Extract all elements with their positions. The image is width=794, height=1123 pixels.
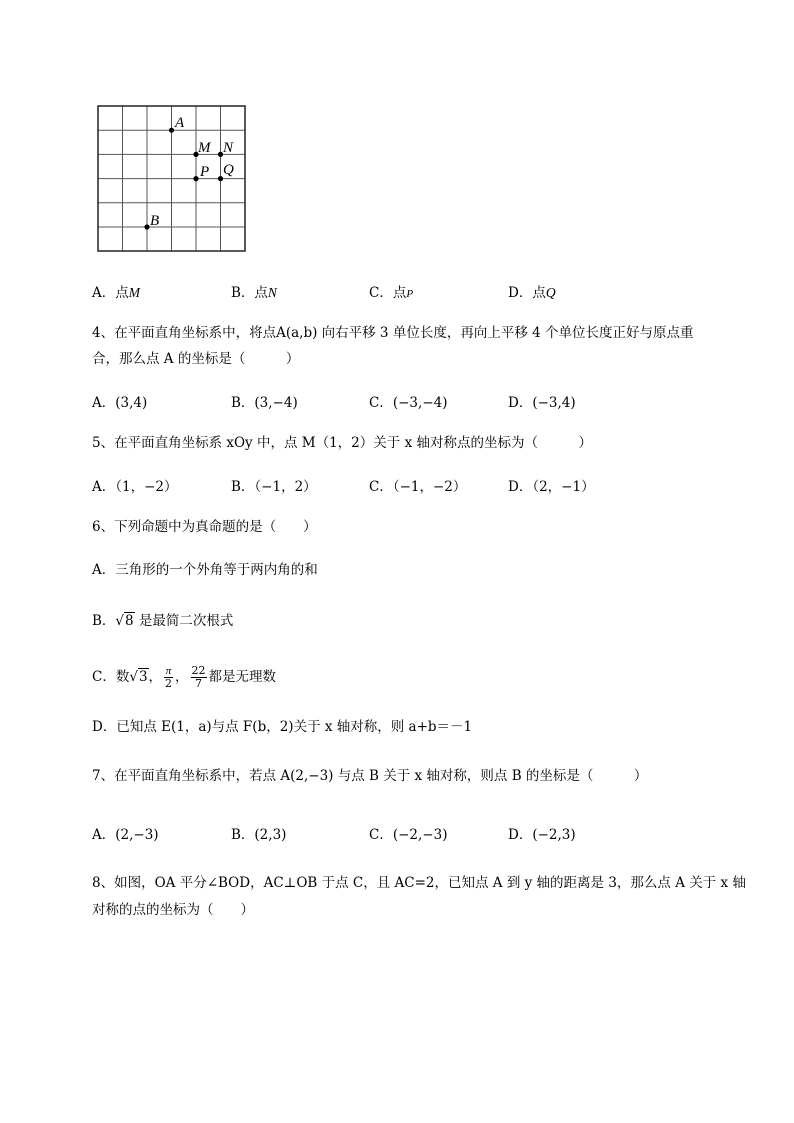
q5-option-c[interactable]: C．（−1，−2） xyxy=(369,479,467,495)
label-m: M xyxy=(198,140,211,156)
option-text: 都是无理数 xyxy=(208,669,277,685)
option-letter: A． xyxy=(92,285,116,301)
sqrt-3: √3 xyxy=(129,669,148,685)
q7-option-b[interactable]: B．(2,3) xyxy=(231,827,287,843)
q4-stem-line1: 4、在平面直角坐标系中，将点A(a,b) 向右平移 3 单位长度，再向上平移 4 个单位长度正好与原点重 xyxy=(92,325,694,341)
q6-option-b[interactable] xyxy=(92,612,233,630)
option-letter: B． xyxy=(92,613,116,629)
grid-figure xyxy=(94,102,250,256)
fraction-pi-over-2 xyxy=(164,665,173,690)
option-text: 点 xyxy=(392,285,407,301)
q3-option-c[interactable] xyxy=(369,284,413,303)
option-letter: C． xyxy=(369,285,393,301)
numerator: 22 xyxy=(191,663,206,677)
radicand: 8 xyxy=(125,613,134,629)
q6-option-a[interactable]: A．三角形的一个外角等于两内角的和 xyxy=(92,562,318,578)
separator: ， xyxy=(148,669,163,685)
q8-stem-line1: 8、如图，OA 平分∠BOD，AC⊥OB 于点 C，且 AC=2，已知点 A 到 y 轴的距离是 3，那么点 A 关于 x 轴 xyxy=(92,875,746,891)
q5-option-d[interactable]: D．（2，−1） xyxy=(508,479,595,495)
numerator: π xyxy=(165,664,172,677)
q4-option-c[interactable]: C．(−3,−4) xyxy=(369,395,448,411)
label-p: P xyxy=(200,164,210,180)
denominator: 7 xyxy=(191,677,207,690)
point-a xyxy=(169,128,174,133)
q3-option-b[interactable] xyxy=(231,284,277,302)
q4-option-b[interactable]: B．(3,−4) xyxy=(231,395,298,411)
option-var: N xyxy=(267,285,277,300)
q4-option-d[interactable]: D．(−3,4) xyxy=(508,395,576,411)
radicand: 3 xyxy=(138,669,148,685)
label-a: A xyxy=(175,115,185,131)
separator: ， xyxy=(175,669,189,685)
label-b: B xyxy=(150,213,160,229)
q3-option-a[interactable] xyxy=(92,284,140,302)
q8-stem-line2: 对称的点的坐标为（ ） xyxy=(92,902,254,918)
q7-option-a[interactable]: A．(2,−3) xyxy=(92,827,159,843)
option-letter: B． xyxy=(231,285,255,301)
option-text: 点 xyxy=(532,285,546,301)
option-text: 是最简二次根式 xyxy=(134,613,234,629)
q6-option-c[interactable] xyxy=(92,659,276,695)
q6-option-d[interactable]: D．已知点 E(1，a)与点 F(b，2)关于 x 轴对称，则 a+b＝－1 xyxy=(92,719,473,735)
option-text: 点 xyxy=(115,285,129,301)
label-q: Q xyxy=(223,162,234,178)
denominator: 2 xyxy=(165,676,173,690)
q5-option-a[interactable]: A．（1，−2） xyxy=(92,479,178,495)
option-letter: D． xyxy=(508,285,533,301)
label-n: N xyxy=(223,140,234,156)
q5-stem: 5、在平面直角坐标系 xOy 中，点 M（1，2）关于 x 轴对称点的坐标为（ ） xyxy=(92,435,592,451)
q3-option-d[interactable] xyxy=(508,284,556,302)
q7-option-c[interactable]: C．(−2,−3) xyxy=(369,827,448,843)
q4-option-a[interactable]: A．(3,4) xyxy=(92,395,148,411)
q7-option-d[interactable]: D．(−2,3) xyxy=(508,827,576,843)
q4-stem-line2: 合，那么点 A 的坐标是（ ） xyxy=(92,351,300,367)
option-letter: C．数 xyxy=(92,669,130,685)
option-var: Q xyxy=(545,285,556,300)
q5-option-b[interactable]: B．（−1，2） xyxy=(231,479,317,495)
point-p xyxy=(193,176,198,181)
sqrt-8: √8 xyxy=(115,613,134,629)
option-var: P xyxy=(406,288,414,300)
point-b xyxy=(144,224,149,229)
q7-stem: 7、在平面直角坐标系中，若点 A(2,−3) 与点 B 关于 x 轴对称，则点 B 的坐标是（ ） xyxy=(92,768,648,784)
q6-stem: 6、下列命题中为真命题的是（ ） xyxy=(92,519,317,535)
option-text: 点 xyxy=(254,285,268,301)
fraction-22-over-7 xyxy=(191,665,207,690)
option-var: M xyxy=(128,285,140,300)
